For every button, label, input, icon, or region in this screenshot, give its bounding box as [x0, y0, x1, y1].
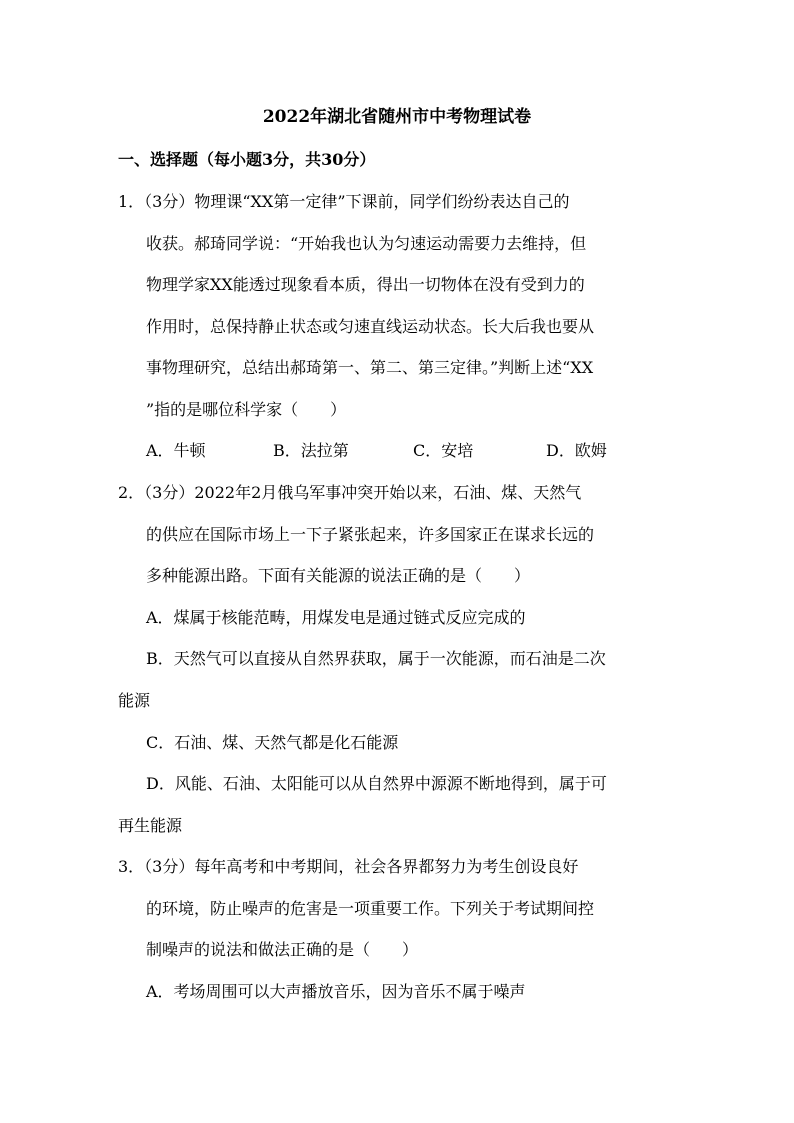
question-2-option-b: B．天然气可以直接从自然界获取，属于一次能源，而石油是二次 — [146, 649, 606, 668]
question-2-option-b-cont: 能源 — [118, 691, 151, 710]
question-1-option-a: A．牛顿 — [146, 441, 206, 460]
question-1-line-5: 事物理研究，总结出郝琦第一、第二、第三定律。”判断上述“XX — [146, 358, 594, 377]
question-1-line-1: 1．（3分）物理课“XX第一定律”下课前，同学们纷纷表达自己的 — [118, 192, 570, 211]
question-2-line-1: 2．（3分）2022年2月俄乌军事冲突开始以来，石油、煤、天然气 — [118, 483, 582, 502]
question-1-option-d: D．欧姆 — [546, 441, 607, 460]
question-2-option-d-cont: 再生能源 — [118, 816, 183, 835]
question-3-line-2: 的环境，防止噪声的危害是一项重要工作。下列关于考试期间控 — [146, 899, 595, 918]
question-1-line-4: 作用时，总保持静止状态或匀速直线运动状态。长大后我也要从 — [146, 317, 595, 336]
question-3-line-3: 制噪声的说法和做法正确的是（ ） — [146, 940, 419, 959]
question-2-line-3: 多种能源出路。下面有关能源的说法正确的是（ ） — [146, 566, 531, 585]
section-heading: 一、选择题（每小题3分，共30分） — [118, 150, 376, 169]
question-1-line-6: ”指的是哪位科学家（ ） — [146, 400, 347, 419]
question-1-line-2: 收获。郝琦同学说：“开始我也认为匀速运动需要力去维持，但 — [146, 234, 587, 253]
question-2-option-a: A．煤属于核能范畴，用煤发电是通过链式反应完成的 — [146, 608, 526, 627]
question-2-option-c: C．石油、煤、天然气都是化石能源 — [146, 733, 399, 752]
page-title: 2022年湖北省随州市中考物理试卷 — [262, 107, 532, 127]
question-1-option-b: B．法拉第 — [273, 441, 349, 460]
question-3-line-1: 3．（3分）每年高考和中考期间，社会各界都努力为考生创设良好 — [118, 857, 579, 876]
question-3-option-a: A．考场周围可以大声播放音乐，因为音乐不属于噪声 — [146, 982, 526, 1001]
question-2-option-d: D．风能、石油、太阳能可以从自然界中源源不断地得到，属于可 — [146, 774, 607, 793]
question-1-line-3: 物理学家XX能透过现象看本质，得出一切物体在没有受到力的 — [146, 275, 585, 294]
question-2-line-2: 的供应在国际市场上一下子紧张起来，许多国家正在谋求长远的 — [146, 525, 595, 544]
question-1-option-c: C．安培 — [413, 441, 474, 460]
